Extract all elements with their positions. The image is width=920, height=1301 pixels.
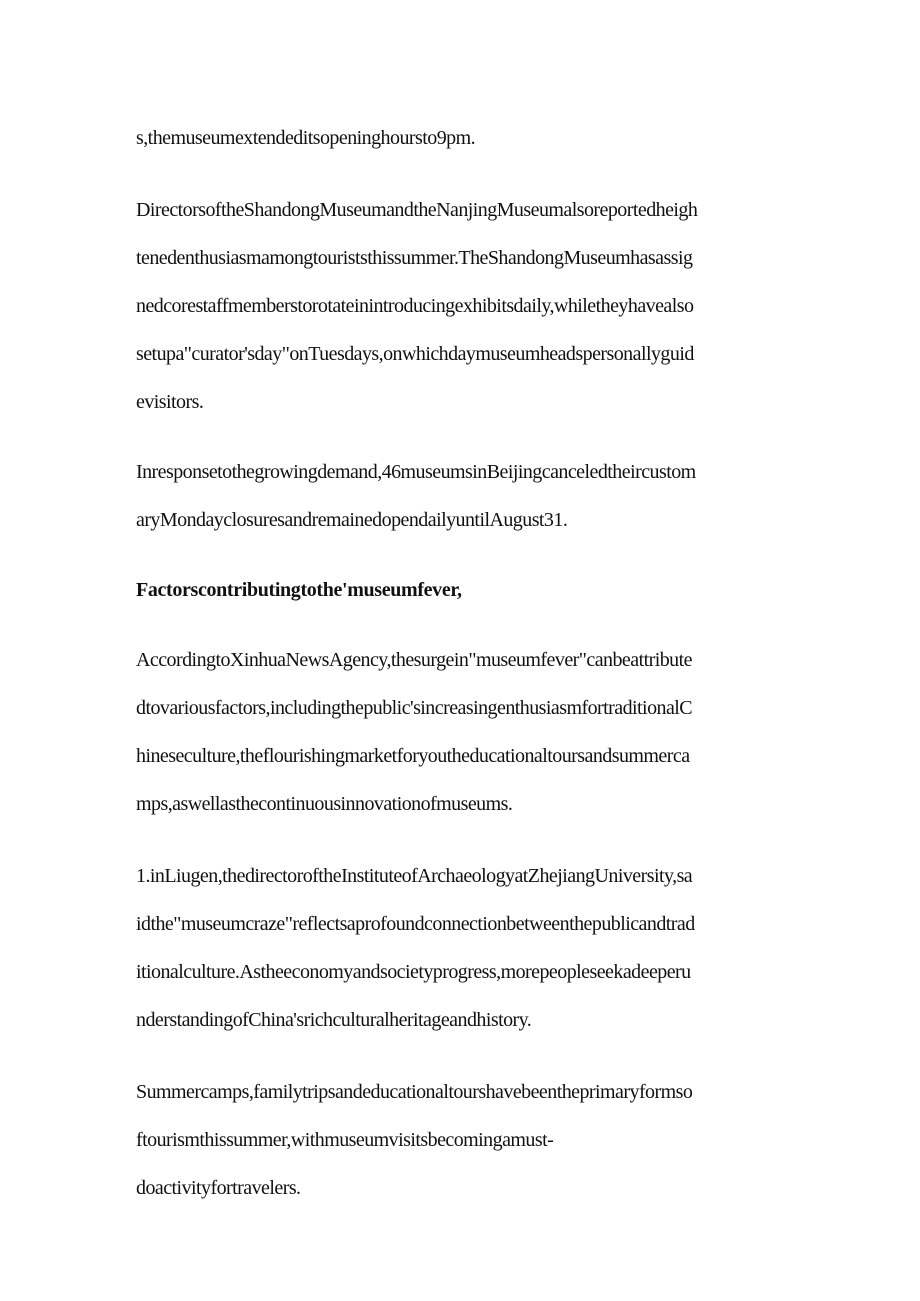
paragraph-line: hineseculture,theflourishingmarketforyoutheducationaltoursandsummerca bbox=[136, 745, 690, 767]
paragraph-line: itionalculture.Astheeconomyandsocietyprogress,morepeopleseekadeeperu bbox=[136, 961, 691, 983]
paragraph-line: evisitors. bbox=[136, 391, 204, 413]
paragraph-line: tenedenthusiasmamongtouriststhissummer.TheShandongMuseumhasassig bbox=[136, 247, 693, 269]
paragraph-line: idthe"museumcraze"reflectsaprofoundconnectionbetweenthepublicandtrad bbox=[136, 913, 695, 935]
paragraph-line: setupa"curator'sday"onTuesdays,onwhichdaymuseumheadspersonallyguid bbox=[136, 343, 694, 365]
paragraph-line: aryMondayclosuresandremainedopendailyuntilAugust31. bbox=[136, 509, 568, 531]
section-heading: Factorscontributingtothe'museumfever, bbox=[136, 579, 462, 601]
paragraph-line: mps,aswellasthecontinuousinnovationofmuseums. bbox=[136, 793, 513, 815]
paragraph-line: Inresponsetothegrowingdemand,46museumsinBeijingcanceledtheircustom bbox=[136, 461, 696, 483]
paragraph-line: ftourismthissummer,withmuseumvisitsbecomingamust- bbox=[136, 1129, 554, 1151]
paragraph-line: nderstandingofChina'srichculturalheritageandhistory. bbox=[136, 1009, 532, 1031]
paragraph-line: 1.inLiugen,thedirectoroftheInstituteofArchaeologyatZhejiangUniversity,sa bbox=[136, 865, 693, 887]
paragraph-line: DirectorsoftheShandongMuseumandtheNanjingMuseumalsoreportedheigh bbox=[136, 199, 698, 221]
paragraph-line: nedcorestaffmemberstorotateinintroducingexhibitsdaily,whiletheyhavealso bbox=[136, 295, 694, 317]
paragraph-line: dtovariousfactors,includingthepublic'sincreasingenthusiasmfortraditionalC bbox=[136, 697, 693, 719]
paragraph-line: doactivityfortravelers. bbox=[136, 1177, 301, 1199]
paragraph-line: s,themuseumextendeditsopeninghoursto9pm. bbox=[136, 127, 476, 149]
paragraph-line: Summercamps,familytripsandeducationaltourshavebeentheprimaryformso bbox=[136, 1081, 693, 1103]
paragraph-line: AccordingtoXinhuaNewsAgency,thesurgein"museumfever"canbeattribute bbox=[136, 649, 692, 671]
